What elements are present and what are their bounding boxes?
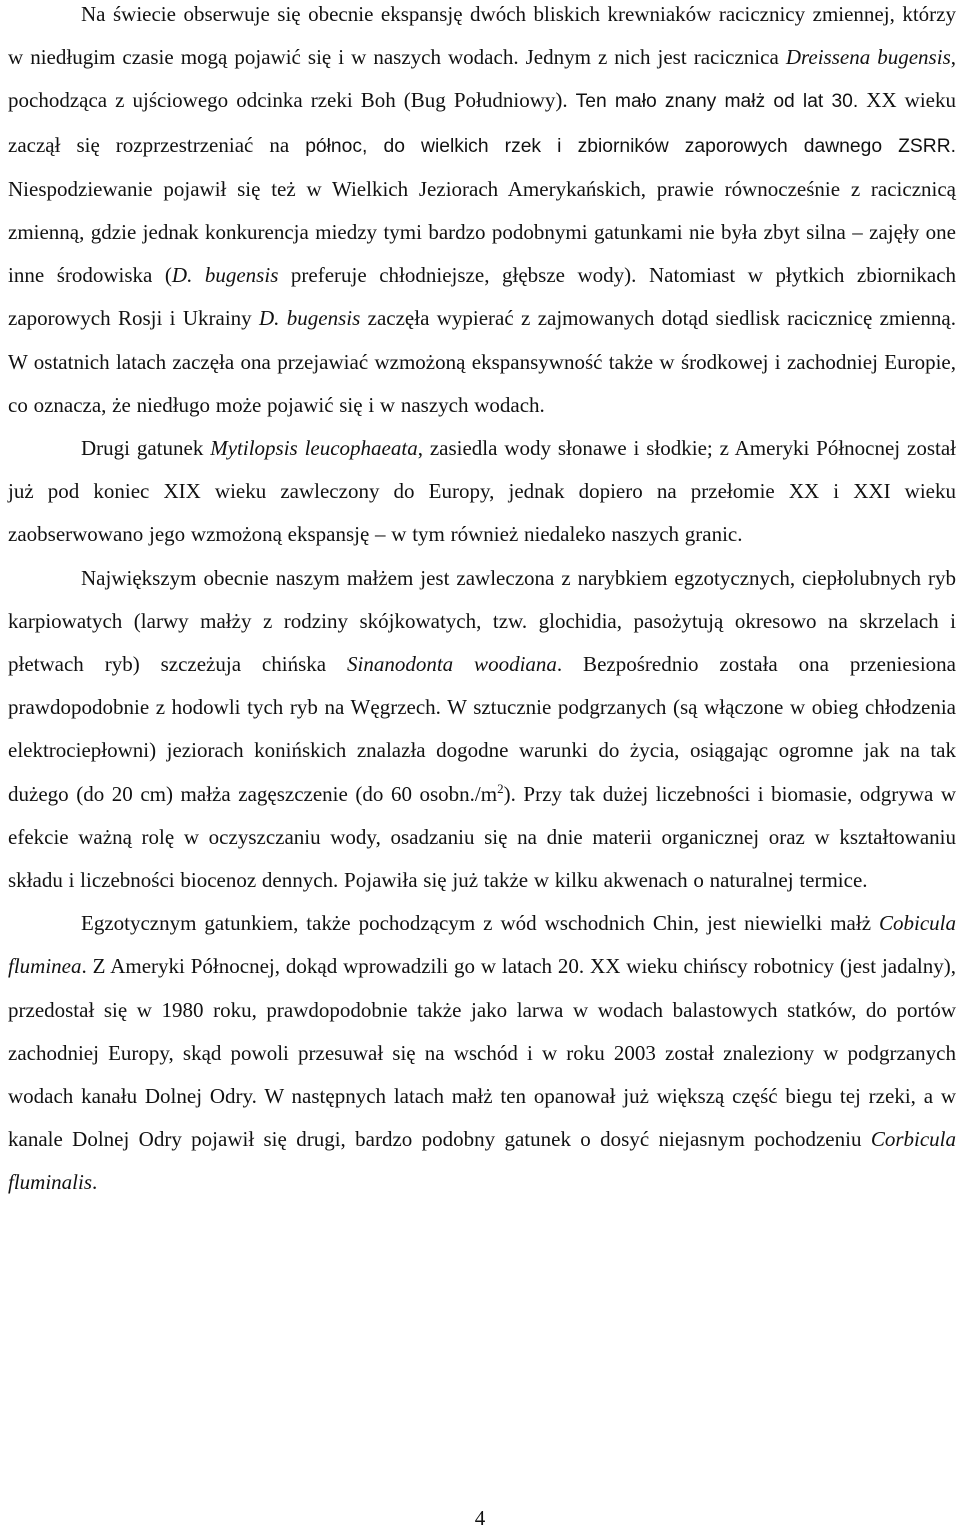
- species-name: Sinanodonta woodiana: [346, 652, 557, 677]
- species-name: Cobicula fluminea: [8, 911, 956, 979]
- text-run: , pochodząca z ujściowego odcinka rzeki Boh (Bug Południowy).: [8, 45, 956, 113]
- text-run: . Bezpośrednio została ona przeniesiona prawdopodobnie z hodowli tych ryb na Węgrzech. W sztucznie podgrzanych (są włączone w obieg chłodzenia elektrociepłowni) jeziorach konińskich znalazła dogodne warunki do życia, osiągając ogromne jak na tak dużego (do 20 cm) małża zagęszczenie (do 60 osobn./m: [8, 652, 956, 806]
- text-run: . Z Ameryki Północnej, dokąd wprowadzili go w latach 20. XX wieku chińscy robotnicy (jest jadalny), przedostał się w 1980 roku, prawdopodobnie także jako larwa w wodach balastowych statków, do portów zachodniej Europy, skąd powoli przesuwał się na wschód i w roku 2003 został znaleziony w podgrzanych wodach kanału Dolnej Odry. W następnych latach małż ten opanował już większą część biegu tej rzeki, a w kanale Dolnej Odry pojawił się drugi, bardzo podobny gatunek o dosyć niejasnym pochodzeniu: [8, 954, 956, 1152]
- species-name: Dreissena bugensis: [785, 45, 951, 70]
- species-name: D. bugensis: [259, 306, 361, 331]
- page-number: 4: [474, 1506, 486, 1530]
- paragraph-dreissena-bugensis: [8, 0, 956, 427]
- paragraph-sinanodonta: [8, 557, 956, 903]
- text-run: Największym obecnie naszym małżem jest zawleczona z narybkiem egzotycznych, ciepłolubnych ryb karpiowatych (larwy małży z rodziny skójkowatych, tzw. glochidia, pasożytują okresowo na skrzelach i płetwach ryb) szczeżuja chińska: [8, 565, 956, 677]
- species-name: D. bugensis: [171, 263, 279, 288]
- text-run: Egzotycznym gatunkiem, także pochodzącym z wód wschodnich Chin, jest niewielki małż: [81, 911, 879, 936]
- text-run: , zasiedla wody słonawe i słodkie; z Ameryki Północnej został już pod koniec XIX wieku zawleczony do Europy, jednak dopiero na przełomie XX i XXI wieku zaobserwowano jego wzmożoną ekspansję – w tym również niedaleko naszych granic.: [8, 436, 956, 547]
- text-run: Na świecie obserwuje się obecnie ekspansję dwóch bliskich krewniaków racicznicy zmiennej, którzy w niedługim czasie mogą pojawić się i w naszych wodach. Jednym z nich jest racicznica: [8, 2, 956, 70]
- text-run: ). Przy tak dużej liczebności i biomasie, odgrywa w efekcie ważną rolę w oczyszczaniu wody, osadzaniu się na dnie materii organicznej oraz w kształtowaniu składu i liczebności biocenoz dennych. Pojawiła się już także w kilku akwenach o naturalnej termice.: [8, 781, 957, 893]
- text-run: XX wieku zaczął się rozprzestrzeniać na: [8, 88, 956, 157]
- text-run: zaczęła wypierać z zajmowanych dotąd siedlisk racicznicę zmienną. W ostatnich latach zaczęła ona przejawiać wzmożoną ekspansywność także w środkowej i zachodniej Europie, co oznacza, że niedługo może pojawić się i w naszych wodach.: [8, 306, 956, 417]
- text-run: preferuje chłodniejsze, głębsze wody). Natomiast w płytkich zbiornikach zaporowych Rosji i Ukrainy: [8, 263, 957, 331]
- text-run: Drugi gatunek: [81, 436, 211, 461]
- paragraph-corbicula: [8, 902, 956, 1204]
- text-run-sans: północ, do wielkich rzek i zbiorników zaporowych dawnego ZSRR.: [305, 135, 956, 157]
- superscript: 2: [497, 780, 504, 796]
- species-name: Corbicula fluminalis: [8, 1127, 956, 1195]
- text-run-sans: Ten mało znany małż od lat 30.: [575, 91, 859, 113]
- text-run: się też w Wielkich Jeziorach Amerykańskich, prawie równocześnie z racicznicą zmienną, gdzie jednak konkurencja miedzy tymi bardzo podobnymi gatunkami nie była zbyt silna – zajęły one inne środowiska (: [8, 176, 956, 288]
- body-text: [8, 0, 956, 1205]
- text-run: .: [92, 1170, 98, 1195]
- paragraph-mytilopsis: [8, 427, 956, 557]
- text-run: Niespodziewanie pojawił: [8, 176, 238, 201]
- species-name: Mytilopsis leucophaeata: [210, 436, 418, 461]
